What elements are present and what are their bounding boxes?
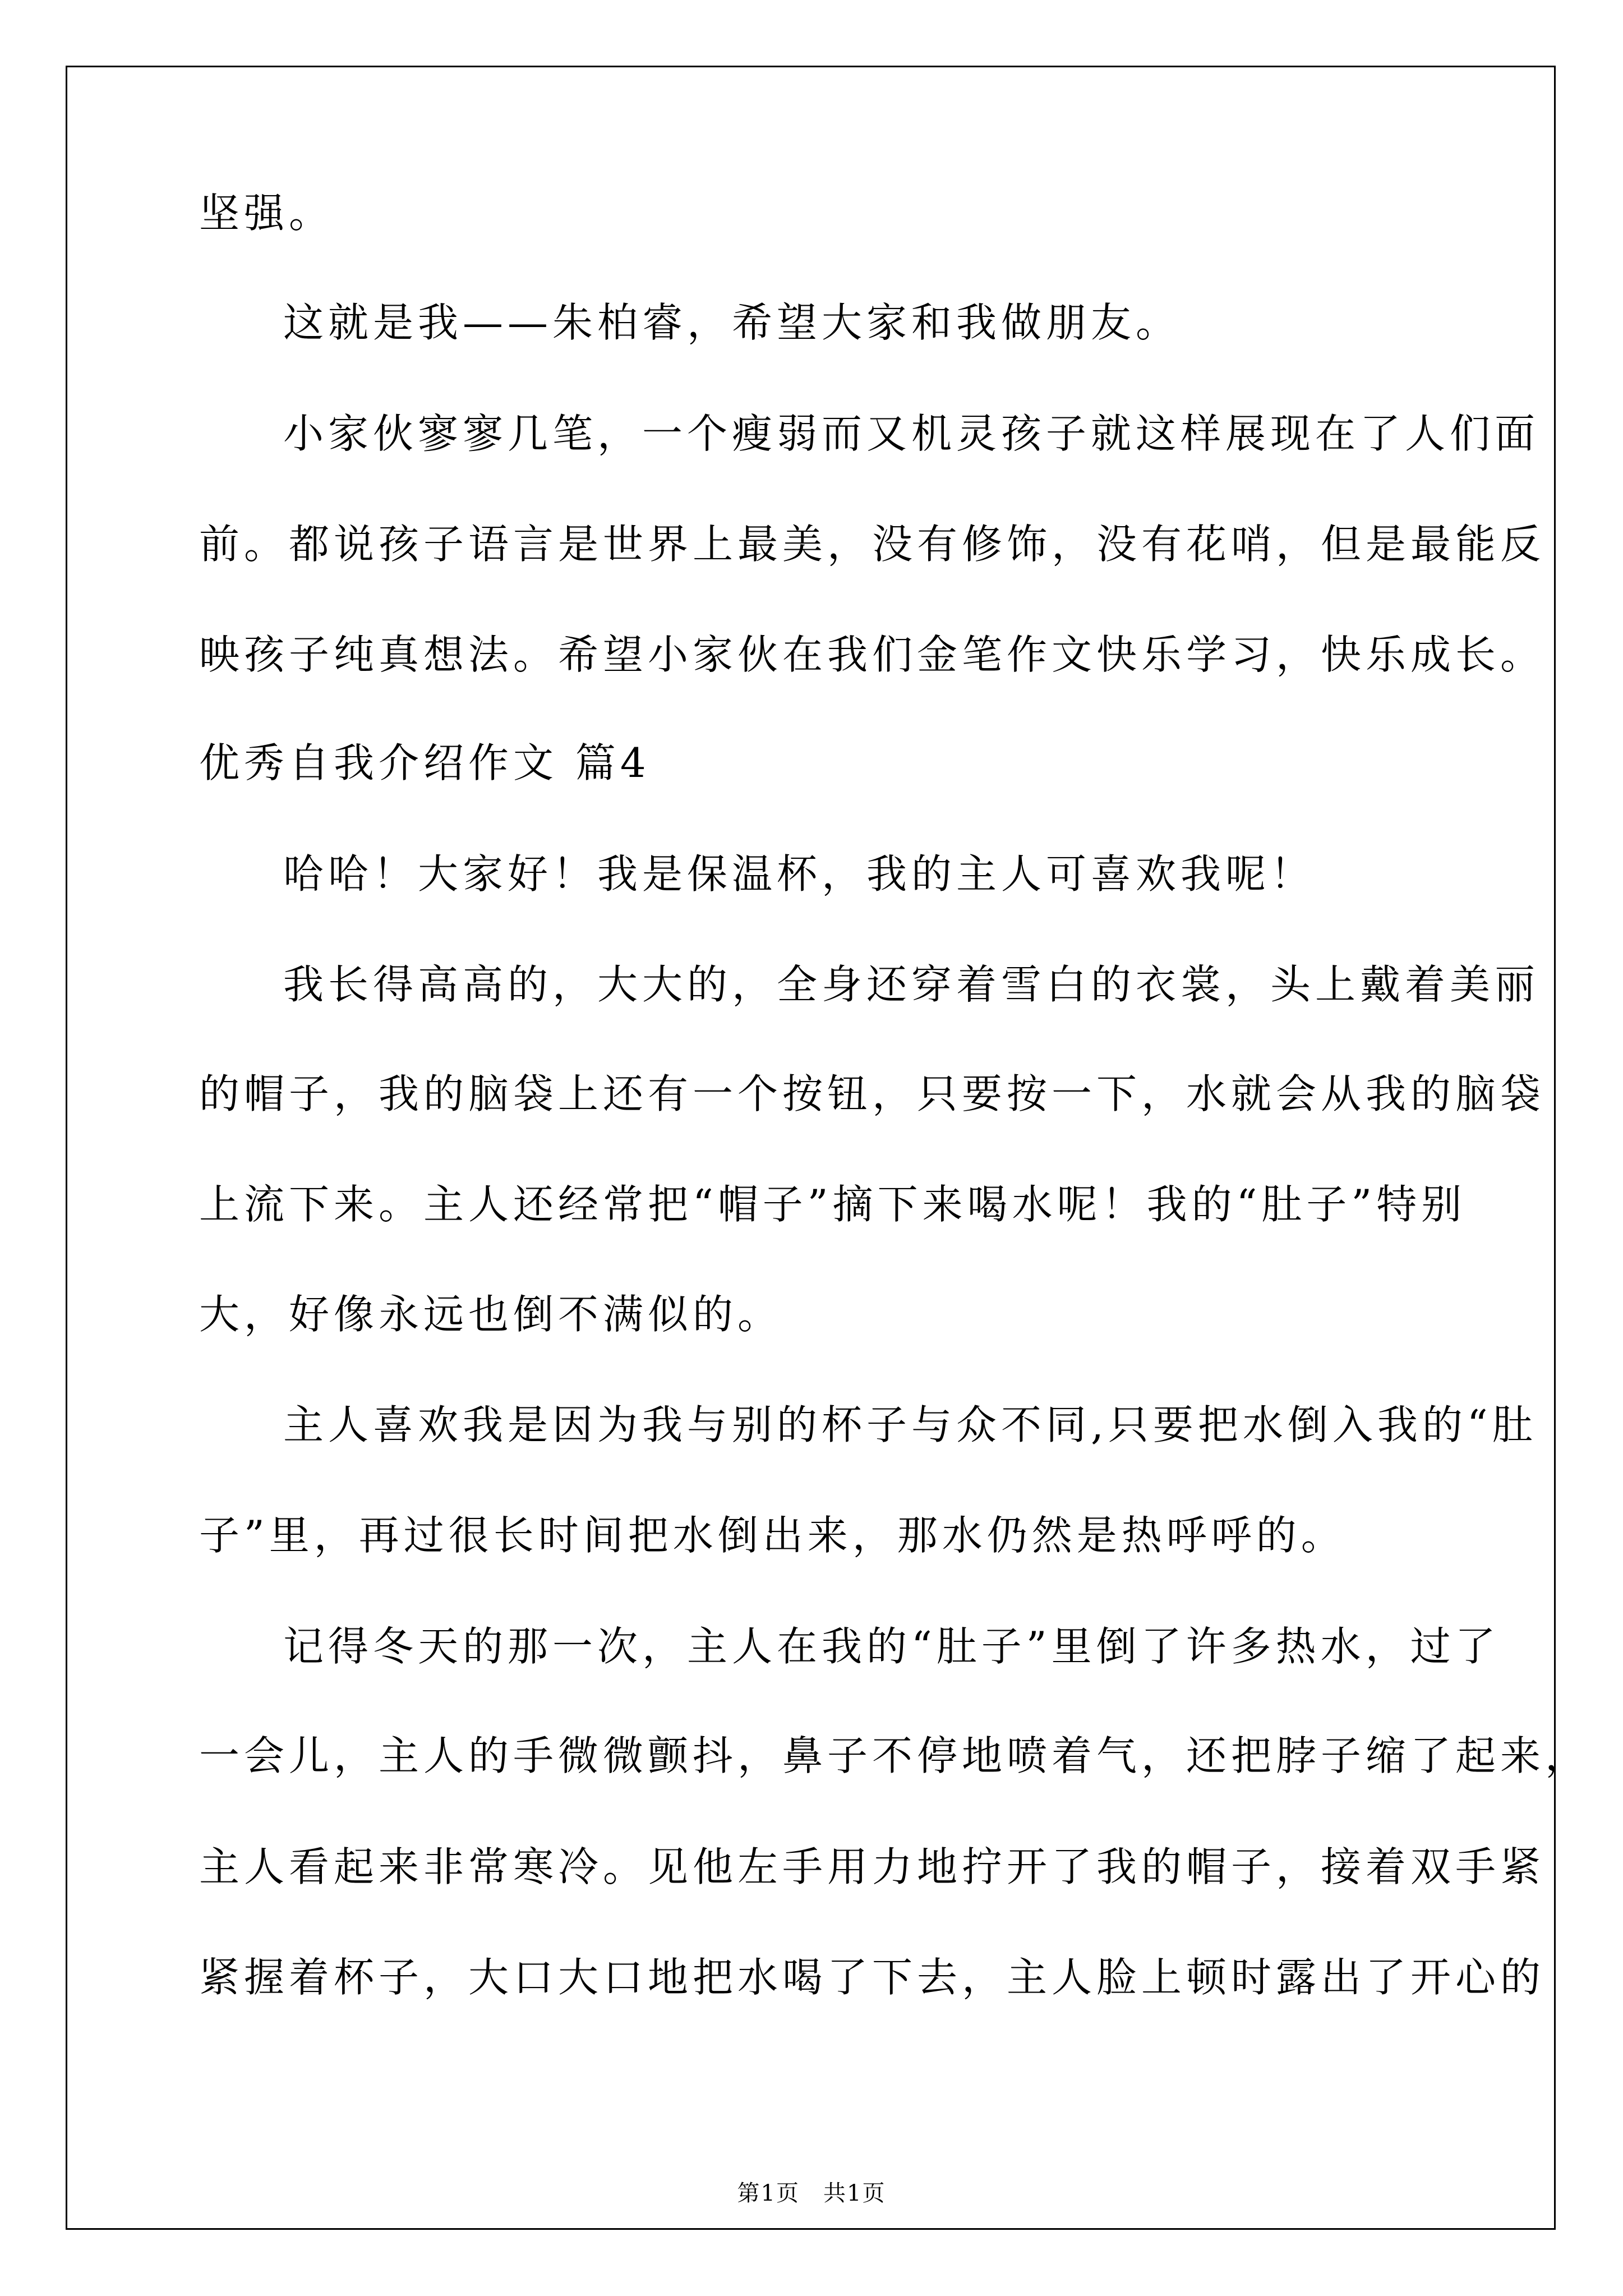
text-line: 的帽子，我的脑袋上还有一个按钮，只要按一下，水就会从我的脑袋 [199,1070,1546,1117]
paragraph-line: 主人喜欢我是因为我与别的杯子与众不同,只要把水倒入我的“肚 [283,1401,1537,1448]
text-line: 映孩子纯真想法。希望小家伙在我们金笔作文快乐学习，快乐成长。 [199,631,1546,678]
text-line: 坚强。 [199,190,334,237]
text-line: 一会儿，主人的手微微颤抖，鼻子不停地喷着气，还把脖子缩了起来， [199,1732,1590,1779]
page-footer: 第1页 共1页 [737,2180,886,2206]
paragraph-line: 哈哈！大家好！我是保温杯，我的主人可喜欢我呢！ [283,850,1316,898]
text-line: 上流下来。主人还经常把“帽子”摘下来喝水呢！我的“肚子”特别 [199,1181,1467,1228]
paragraph-line: 小家伙寥寥几笔，一个瘦弱而又机灵孩子就这样展现在了人们面 [283,410,1540,457]
text-line: 大，好像永远也倒不满似的。 [199,1291,783,1338]
section-heading: 优秀自我介绍作文 篇4 [199,739,651,786]
paragraph-line: 我长得高高的，大大的，全身还穿着雪白的衣裳，头上戴着美丽 [283,961,1540,1008]
text-line: 紧握着杯子，大口大口地把水喝了下去，主人脸上顿时露出了开心的 [199,1954,1546,2001]
text-line: 前。都说孩子语言是世界上最美，没有修饰，没有花哨，但是最能反 [199,521,1546,568]
paragraph-line: 记得冬天的那一次，主人在我的“肚子”里倒了许多热水，过了 [283,1623,1500,1670]
paragraph-line: 这就是我——朱柏睿，希望大家和我做朋友。 [283,299,1181,346]
text-line: 子”里，再过很长时间把水倒出来，那水仍然是热呼呼的。 [199,1512,1346,1559]
page-border [66,66,1556,2230]
text-line: 主人看起来非常寒冷。见他左手用力地拧开了我的帽子，接着双手紧 [199,1843,1546,1890]
